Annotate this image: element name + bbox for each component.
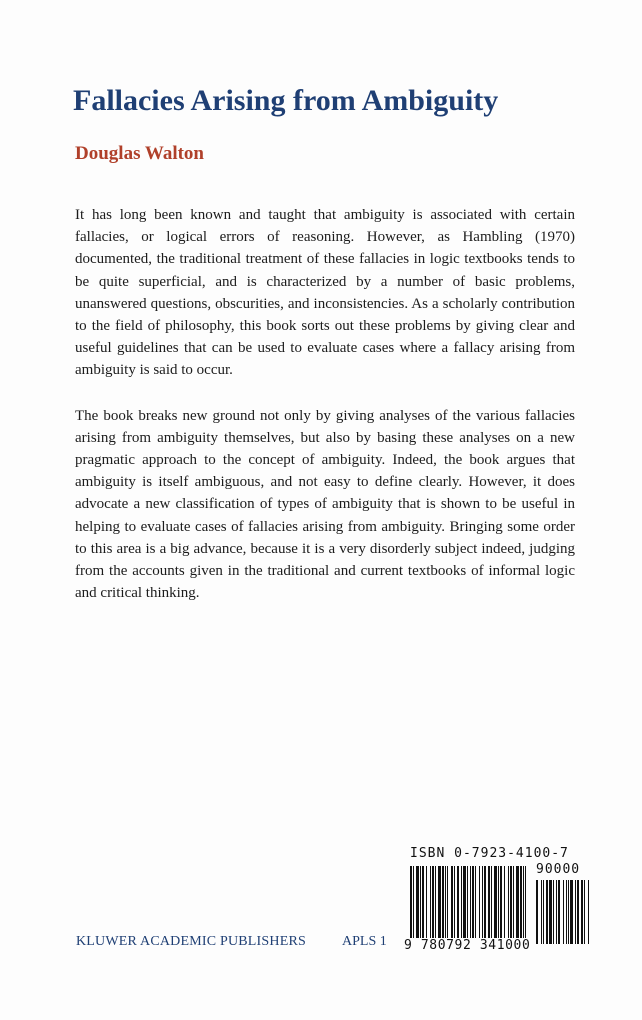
barcode-bar xyxy=(504,866,505,944)
barcode-bar xyxy=(484,866,486,944)
barcode-bar xyxy=(508,866,509,944)
blurb xyxy=(75,204,575,627)
addon-bar xyxy=(549,880,552,944)
addon-bar xyxy=(556,880,557,944)
barcode-bar xyxy=(525,866,526,944)
barcode-bar xyxy=(422,866,424,944)
barcode-bar xyxy=(432,866,434,944)
addon-bar xyxy=(546,880,548,944)
barcode-bar xyxy=(447,866,448,944)
price-addon-label: 90000 xyxy=(536,862,581,877)
barcode-bar xyxy=(438,866,441,944)
barcode-bar xyxy=(442,866,444,944)
barcode-bar xyxy=(500,866,502,944)
addon-bar xyxy=(566,880,567,944)
addon-bar xyxy=(536,880,538,944)
barcode-bar xyxy=(488,866,490,944)
addon-bar xyxy=(553,880,554,944)
book-author: Douglas Walton xyxy=(75,143,204,164)
barcode-bar xyxy=(420,866,421,944)
barcode-bar xyxy=(491,866,492,944)
barcode-bar xyxy=(467,866,468,944)
barcode-bar xyxy=(475,866,476,944)
ean-label: 9 780792 341000 xyxy=(404,938,531,953)
barcode-bar xyxy=(410,866,412,944)
barcode-bar xyxy=(426,866,427,944)
series-code: APLS 1 xyxy=(342,934,387,949)
barcode-bar xyxy=(461,866,462,944)
barcode-bar xyxy=(470,866,471,944)
barcode-bar xyxy=(498,866,499,944)
blurb-paragraph-1: It has long been known and taught that ambiguity is associated with certain fallacies, or logical errors of reasoning. However, as Hambling (1970) documented, the traditional treatment of these fallacies in logic textbooks tends to be quite superficial, and is characterized by a number of basic problems, unanswered questions, obscurities, and inconsistencies. As a scholarly contribution to the field of philosophy, this book sorts out these problems by giving clear and useful guidelines that can be used to evaluate cases where a fallacy arising from ambiguity is said to occur. xyxy=(75,207,575,379)
addon-bar xyxy=(577,880,579,944)
barcode-bar xyxy=(435,866,436,944)
addon-bar xyxy=(568,880,569,944)
barcode-bar xyxy=(479,866,480,944)
addon-bar xyxy=(570,880,573,944)
barcode-bar xyxy=(416,866,419,944)
blurb-paragraph-2: The book breaks new ground not only by giving analyses of the various fallacies arising from ambiguity themselves, but also by basing these analyses on a new pragmatic approach to the concept of ambiguity. Indeed, the book argues that ambiguity is itself ambiguous, and not easy to define clearly. However, it does advocate a new classification of types of ambiguity that is shown to be useful in helping to evaluate cases of fallacies arising from ambiguity. Bringing some order to this area is a big advance, because it is a very disorderly subject indeed, judging from the accounts given in the traditional and current textbooks of informal logic and critical thinking. xyxy=(75,407,575,602)
addon-bar xyxy=(588,880,589,944)
barcode-bar xyxy=(513,866,514,944)
addon-bar xyxy=(563,880,564,944)
barcode-bar xyxy=(457,866,459,944)
barcode-bar xyxy=(494,866,497,944)
barcode-bar xyxy=(430,866,431,944)
publisher-name: KLUWER ACADEMIC PUBLISHERS xyxy=(76,934,306,949)
addon-bar xyxy=(541,880,542,944)
barcode-bar xyxy=(445,866,446,944)
barcode-bar xyxy=(463,866,466,944)
barcode-bar xyxy=(510,866,512,944)
book-title: Fallacies Arising from Ambiguity xyxy=(73,84,499,117)
addon-bar xyxy=(584,880,585,944)
barcode-bar xyxy=(482,866,483,944)
barcode-bar xyxy=(454,866,455,944)
barcode-bar xyxy=(516,866,519,944)
barcode-bar xyxy=(520,866,522,944)
barcode-bar xyxy=(472,866,474,944)
addon-bar xyxy=(543,880,544,944)
barcode-bar xyxy=(523,866,524,944)
isbn-label: ISBN 0-7923-4100-7 xyxy=(410,846,569,861)
addon-bar xyxy=(575,880,576,944)
barcode-bar xyxy=(451,866,453,944)
addon-bar xyxy=(558,880,560,944)
isbn-barcode xyxy=(404,846,594,958)
addon-bar xyxy=(581,880,583,944)
barcode-bar xyxy=(413,866,414,944)
